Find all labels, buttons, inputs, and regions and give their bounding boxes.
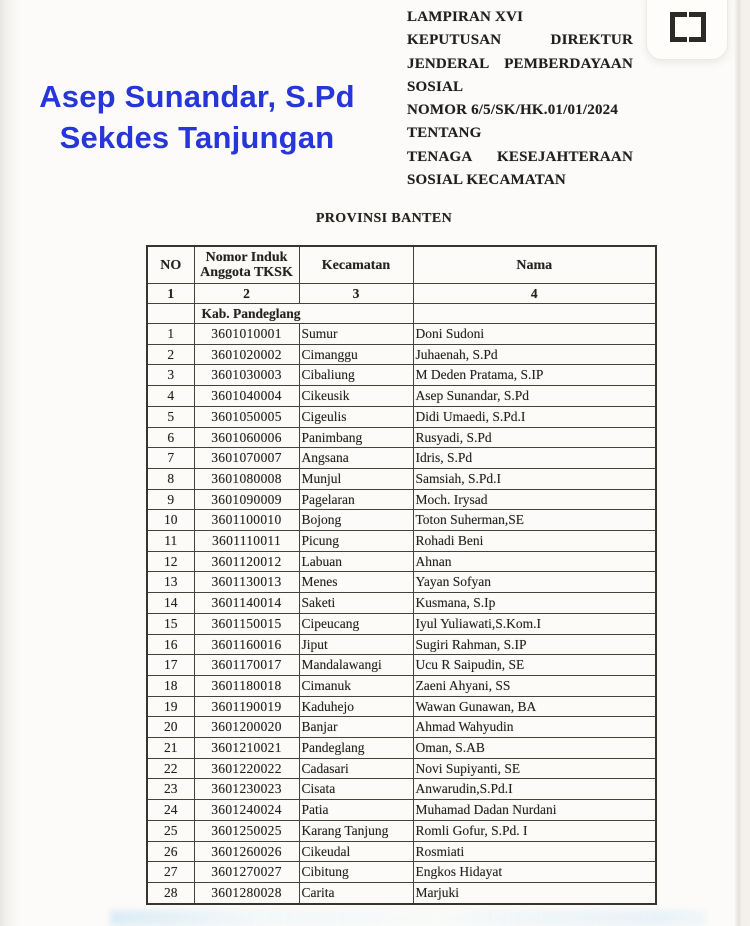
fullscreen-expand-icon (670, 12, 706, 42)
column-number-row (147, 284, 656, 304)
no-cell: 16 (147, 634, 194, 655)
column-number: 3 (299, 284, 413, 304)
nama-cell: Rusyadi, S.Pd (413, 427, 656, 448)
kecamatan-cell: Pagelaran (299, 489, 413, 510)
table-row (147, 882, 656, 903)
no-cell: 14 (147, 593, 194, 614)
no-cell: 9 (147, 489, 194, 510)
nama-cell: Didi Umaedi, S.Pd.I (413, 406, 656, 427)
table-row (147, 365, 656, 386)
kecamatan-cell: Kaduhejo (299, 696, 413, 717)
no-cell: 1 (147, 324, 194, 345)
nama-cell: Ucu R Saipudin, SE (413, 655, 656, 676)
table-row (147, 738, 656, 759)
nama-cell: Rosmiati (413, 841, 656, 862)
nama-cell: Toton Suherman,SE (413, 510, 656, 531)
overlay-caption (18, 76, 376, 158)
nia-cell: 3601210021 (194, 738, 299, 759)
kecamatan-cell: Cimanuk (299, 675, 413, 696)
nama-cell: M Deden Pratama, S.IP (413, 365, 656, 386)
no-cell: 28 (147, 882, 194, 903)
caption-line-2: Sekdes Tanjungan (59, 120, 335, 155)
nia-cell: 3601120012 (194, 551, 299, 572)
nama-cell: Yayan Sofyan (413, 572, 656, 593)
no-cell: 6 (147, 427, 194, 448)
document-header-line: JENDERAL PEMBERDAYAAN (407, 55, 633, 72)
kecamatan-cell: Cibaliung (299, 365, 413, 386)
nia-cell: 3601030003 (194, 365, 299, 386)
nia-cell: 3601110011 (194, 531, 299, 552)
document-header-line: SOSIAL KECAMATAN (407, 172, 566, 189)
table-row (147, 675, 656, 696)
no-cell: 23 (147, 779, 194, 800)
kecamatan-cell: Cibitung (299, 862, 413, 883)
tksk-table (146, 245, 657, 905)
table-row (147, 717, 656, 738)
column-header-nia: Nomor Induk Anggota TKSK (194, 246, 299, 284)
kecamatan-cell: Angsana (299, 448, 413, 469)
table-row (147, 800, 656, 821)
nama-cell: Muhamad Dadan Nurdani (413, 800, 656, 821)
nama-cell: Moch. Irysad (413, 489, 656, 510)
table-body (147, 324, 656, 904)
nia-cell: 3601130013 (194, 572, 299, 593)
group-row-empty-cell (413, 304, 656, 324)
no-cell: 18 (147, 675, 194, 696)
table-row (147, 634, 656, 655)
nama-cell: Engkos Hidayat (413, 862, 656, 883)
nama-cell: Novi Supiyanti, SE (413, 758, 656, 779)
column-header-kecamatan: Kecamatan (299, 246, 413, 284)
group-row (147, 304, 656, 324)
kecamatan-cell: Picung (299, 531, 413, 552)
kecamatan-cell: Labuan (299, 551, 413, 572)
no-cell: 2 (147, 344, 194, 365)
caption-line-1: Asep Sunandar, S.Pd (39, 79, 355, 114)
nia-cell: 3601270027 (194, 862, 299, 883)
nia-cell: 3601240024 (194, 800, 299, 821)
kecamatan-cell: Mandalawangi (299, 655, 413, 676)
nama-cell: Anwarudin,S.Pd.I (413, 779, 656, 800)
kecamatan-cell: Cikeusik (299, 386, 413, 407)
table-row (147, 344, 656, 365)
kecamatan-cell: Cisata (299, 779, 413, 800)
no-cell: 21 (147, 738, 194, 759)
nia-cell: 3601280028 (194, 882, 299, 903)
nia-cell: 3601180018 (194, 675, 299, 696)
nia-cell: 3601160016 (194, 634, 299, 655)
nama-cell: Doni Sudoni (413, 324, 656, 345)
no-cell: 13 (147, 572, 194, 593)
nia-cell: 3601140014 (194, 593, 299, 614)
nama-cell: Juhaenah, S.Pd (413, 344, 656, 365)
no-cell: 10 (147, 510, 194, 531)
group-row-label: Kab. Pandeglang (194, 304, 413, 324)
nia-cell: 3601200020 (194, 717, 299, 738)
kecamatan-cell: Munjul (299, 468, 413, 489)
nama-cell: Asep Sunandar, S.Pd (413, 386, 656, 407)
nama-cell: Romli Gofur, S.Pd. I (413, 820, 656, 841)
photo-right-edge (734, 0, 750, 926)
no-cell: 24 (147, 800, 194, 821)
document-header-line: KEPUTUSAN DIREKTUR (407, 32, 633, 49)
table-row (147, 531, 656, 552)
document-header-line: TENTANG (407, 125, 482, 142)
table-row (147, 510, 656, 531)
nama-cell: Idris, S.Pd (413, 448, 656, 469)
table-row (147, 613, 656, 634)
nia-cell: 3601250025 (194, 820, 299, 841)
nama-cell: Rohadi Beni (413, 531, 656, 552)
kecamatan-cell: Karang Tanjung (299, 820, 413, 841)
nama-cell: Zaeni Ahyani, SS (413, 675, 656, 696)
kecamatan-cell: Panimbang (299, 427, 413, 448)
table-row (147, 841, 656, 862)
nama-cell: Marjuki (413, 882, 656, 903)
no-cell: 7 (147, 448, 194, 469)
nia-cell: 3601230023 (194, 779, 299, 800)
kecamatan-cell: Menes (299, 572, 413, 593)
document-header-line: NOMOR 6/5/SK/HK.01/01/2024 (407, 102, 619, 119)
no-cell: 11 (147, 531, 194, 552)
no-cell: 27 (147, 862, 194, 883)
no-cell: 26 (147, 841, 194, 862)
table-header-row (147, 246, 656, 284)
region-title: PROVINSI BANTEN (315, 211, 453, 226)
kecamatan-cell: Carita (299, 882, 413, 903)
group-row-empty-cell (147, 304, 194, 324)
table-row (147, 696, 656, 717)
nia-cell: 3601010001 (194, 324, 299, 345)
table-row (147, 862, 656, 883)
kecamatan-cell: Patia (299, 800, 413, 821)
table-row (147, 386, 656, 407)
nia-cell: 3601190019 (194, 696, 299, 717)
column-number: 1 (147, 284, 194, 304)
no-cell: 12 (147, 551, 194, 572)
nia-cell: 3601070007 (194, 448, 299, 469)
nia-cell: 3601040004 (194, 386, 299, 407)
no-cell: 19 (147, 696, 194, 717)
no-cell: 5 (147, 406, 194, 427)
kecamatan-cell: Sumur (299, 324, 413, 345)
nama-cell: Ahmad Wahyudin (413, 717, 656, 738)
kecamatan-cell: Saketi (299, 593, 413, 614)
nama-cell: Oman, S.AB (413, 738, 656, 759)
kecamatan-cell: Jiput (299, 634, 413, 655)
nia-cell: 3601050005 (194, 406, 299, 427)
table-row (147, 593, 656, 614)
table-row (147, 427, 656, 448)
kecamatan-cell: Cikeudal (299, 841, 413, 862)
nia-cell: 3601060006 (194, 427, 299, 448)
table-row (147, 758, 656, 779)
kecamatan-cell: Banjar (299, 717, 413, 738)
table-row (147, 655, 656, 676)
column-header-nama: Nama (413, 246, 656, 284)
nia-cell: 3601170017 (194, 655, 299, 676)
table-row (147, 489, 656, 510)
nama-cell: Iyul Yuliawati,S.Kom.I (413, 613, 656, 634)
no-cell: 4 (147, 386, 194, 407)
table-row (147, 779, 656, 800)
kecamatan-cell: Cigeulis (299, 406, 413, 427)
no-cell: 20 (147, 717, 194, 738)
document-header-line: SOSIAL (407, 78, 464, 95)
table-row (147, 468, 656, 489)
no-cell: 8 (147, 468, 194, 489)
nama-cell: Wawan Gunawan, BA (413, 696, 656, 717)
table-row (147, 448, 656, 469)
no-cell: 25 (147, 820, 194, 841)
table-row (147, 820, 656, 841)
column-header-no: NO (147, 246, 194, 284)
kecamatan-cell: Pandeglang (299, 738, 413, 759)
nama-cell: Kusmana, S.Ip (413, 593, 656, 614)
nama-cell: Samsiah, S.Pd.I (413, 468, 656, 489)
nama-cell: Ahnan (413, 551, 656, 572)
table-row (147, 406, 656, 427)
document-header (407, 6, 633, 192)
nia-cell: 3601220022 (194, 758, 299, 779)
table-row (147, 324, 656, 345)
table-row (147, 551, 656, 572)
no-cell: 17 (147, 655, 194, 676)
table-row (147, 572, 656, 593)
document-header-line: TENAGA KESEJAHTERAAN (407, 148, 633, 165)
kecamatan-cell: Cipeucang (299, 613, 413, 634)
kecamatan-cell: Bojong (299, 510, 413, 531)
nia-cell: 3601090009 (194, 489, 299, 510)
nama-cell: Sugiri Rahman, S.IP (413, 634, 656, 655)
kecamatan-cell: Cimanggu (299, 344, 413, 365)
kecamatan-cell: Cadasari (299, 758, 413, 779)
no-cell: 22 (147, 758, 194, 779)
fullscreen-button[interactable] (646, 0, 728, 60)
document-header-line: LAMPIRAN XVI (407, 9, 524, 25)
no-cell: 15 (147, 613, 194, 634)
bottom-blue-smudge (110, 910, 706, 926)
nia-cell: 3601260026 (194, 841, 299, 862)
nia-cell: 3601150015 (194, 613, 299, 634)
nia-cell: 3601100010 (194, 510, 299, 531)
nia-cell: 3601080008 (194, 468, 299, 489)
no-cell: 3 (147, 365, 194, 386)
column-number: 2 (194, 284, 299, 304)
nia-cell: 3601020002 (194, 344, 299, 365)
column-number: 4 (413, 284, 656, 304)
